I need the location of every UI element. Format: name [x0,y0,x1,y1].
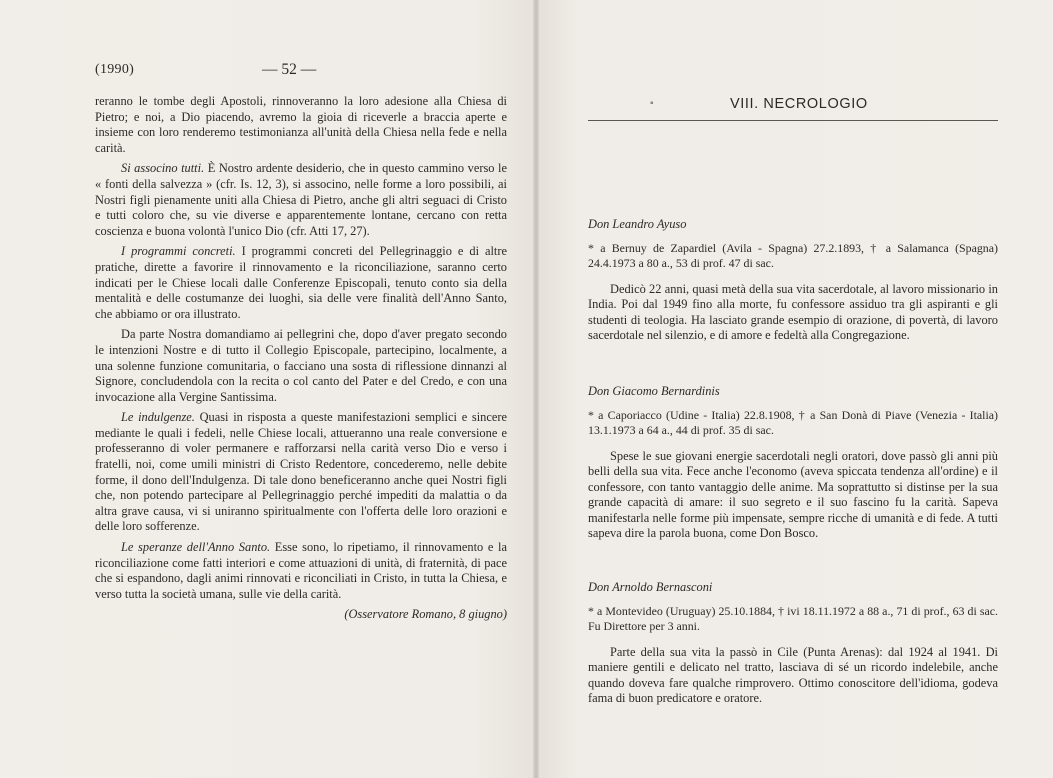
obituary-name: Don Giacomo Bernardinis [588,384,720,398]
paragraph: Le indulgenze. Quasi in risposta a queste manifestazioni semplici e sincere mediante le quali i fedeli, nelle Chiese locali, attueranno una reale conversione e professeranno di voler permanere e rafforzarsi nella carità verso Dio e verso i fratelli, noi, come umili ministri di Cristo Redentore, concederemo, nelle debite forme, il dono dell'Indulgenza. Di tale dono beneficeranno anche quei Nostri figli che, non potendo partecipare al Pellegrinaggio perché impediti da malattia o da altra grave causa, vi si uniranno spiritualmente con l'offerta delle loro orazioni e delle loro sofferenze. [95,410,507,534]
paragraph: Si associno tutti. È Nostro ardente desiderio, che in questo cammino verso le « fonti della salvezza » (cfr. Is. 12, 3), si associno, nelle forme a loro possibili, ai Nostri figli pienamente uniti alla Chiesa di Pietro, anche gli altri seguaci di Cristo e tutti coloro che, su vie diverse e apparentemente lontane, cercano con retta coscienza e buona volontà l'unico Dio (cfr. Atti 17, 27). [95,161,507,238]
obituary-dates: * a Caporiacco (Udine - Italia) 22.8.1908, † a San Donà di Piave (Venezia - Italia) 13.1.1973 a 64 a., 44 di prof. 35 di sac. [588,408,998,438]
paragraph: I programmi concreti. I programmi concreti del Pellegrinaggio e di altre pratiche, dirette a favorire il rinnovamento e la riconciliazione, saranno certo indicati per le Chiese locali dalle Conferenze Episcopali, tenuto conto sia della mentalità e delle costumanze dei luoghi, sia delle vere finalità dell'Anno Santo, che abbiamo or ora illustrato. [95,244,507,321]
obituary-entry [588,384,998,541]
obituary-name: Don Arnoldo Bernasconi [588,580,713,594]
paragraph-lead: Si associno tutti. [121,161,205,176]
obituary-name: Don Leandro Ayuso [588,217,687,231]
obituary-text: Parte della sua vita la passò in Cile (Punta Arenas): dal 1924 al 1941. Di maniere gentili e delicato nel tratto, lasciava di sé un ricordo indelebile, anche quando doveva fare qualche rimprovero. Ottimo conoscitore dell'idioma, godeva fama di buon predicatore e oratore. [588,645,998,706]
ink-mark: ▪ [650,98,654,109]
source-citation: (Osservatore Romano, 8 giugno) [344,607,507,622]
header-year: (1990) [95,62,135,77]
paragraph-lead: Le speranze dell'Anno Santo. [121,540,271,555]
paragraph: Da parte Nostra domandiamo ai pellegrini che, dopo d'aver pregato secondo le intenzioni Nostre e di tutto il Collegio Episcopale, partecipino, localmente, a una solenne funzione comunitaria, o facciano una sosta di riflessione dinnanzi al Signore, concludendola con la recita o col canto del Pater e del Credo, e con una invocazione alla Vergine Santissima. [95,327,507,404]
paragraph: reranno le tombe degli Apostoli, rinnoveranno la loro adesione alla Chiesa di Pietro; e noi, a Dio piacendo, avremo la gioia di riceverle a braccia aperte e insieme con loro renderemo testimonianza all'unità della Chiesa nella fede e nella carità. [95,94,507,155]
obituary-entry [588,217,998,344]
paragraph-lead: Le indulgenze. [121,410,195,425]
page-number: — 52 — [262,61,317,78]
section-title: VIII. NECROLOGIO [730,96,868,112]
book-gutter [533,0,539,778]
obituary-dates: * a Bernuy de Zapardiel (Avila - Spagna) 27.2.1893, † a Salamanca (Spagna) 24.4.1973 a 80 a., 53 di prof. 47 di sac. [588,241,998,271]
title-rule [588,120,998,121]
paragraph: Le speranze dell'Anno Santo. Esse sono, lo ripetiamo, il rinnovamento e la riconciliazione come fatti interiori e come attuazioni di unità, di fraternità, di pace che si espandono, dagli animi rinnovati e riconciliati in Cristo, in tutta la Chiesa, e verso tutta la società umana, sulle vie della carità. [95,540,507,601]
obituary-text: Dedicò 22 anni, quasi metà della sua vita sacerdotale, al lavoro missionario in India. Poi dal 1949 fino alla morte, fu confessore assiduo tra gli aspiranti e gli studenti di teologia. Ha lasciato grande esempio di orazione, di povertà, di lavoro sacerdotale nel silenzio, e di amore e fedeltà alla Congregazione. [588,282,998,343]
obituary-text: Spese le sue giovani energie sacerdotali negli oratori, dove passò gli anni più belli della sua vita. Fece anche l'economo (aveva spiccata tendenza all'ordine) e il confessore, con tanto vantaggio delle anime. Ma soprattutto si distinse per la sua grande capacità di amare: il suo segreto e il suo fascino fu la carità. Sapeva manifestarla nelle forme più impensate, sempre ricche di umanità e di fede. A tutti sapeva dire la parola buona, come Don Bosco. [588,449,998,541]
left-body-text [95,94,507,623]
obituary-dates: * a Montevideo (Uruguay) 25.10.1884, † ivi 18.11.1972 a 88 a., 71 di prof., 63 di sac. Fu Direttore per 3 anni. [588,604,998,634]
obituary-entry [588,580,998,707]
paragraph-lead: I programmi concreti. [121,244,236,259]
